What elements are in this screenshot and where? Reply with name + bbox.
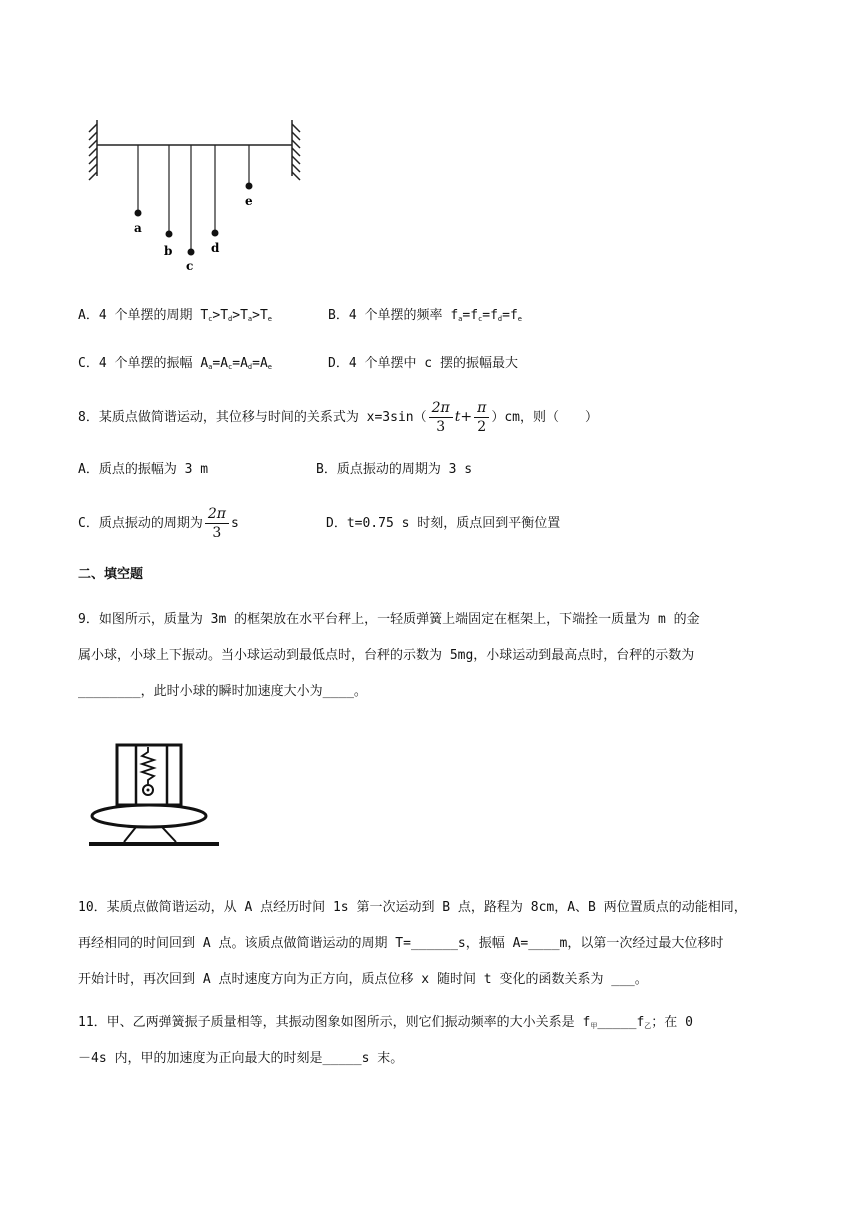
pendulum-figure [80,112,310,282]
q8-stem: 8．某质点做简谐运动，其位移与时间的关系式为 x=3sin（ $\frac{2\pi}{3}$ t+ $\frac{\pi}{2}$ ）cm，则（ ） [78,400,598,435]
q7-option-c: C．4 个单摆的振幅 $A_a=A_c=A_d=A_e$ [78,356,272,371]
q9-line3: ________，此时小球的瞬时加速度大小为____。 [78,684,367,699]
label-c: c [186,259,194,273]
q8-option-a: A．质点的振幅为 3 m [78,462,209,477]
label-e: e [245,194,253,208]
q8-option-c: C．质点振动的周期为 $\frac{2\pi}{3}$ s [78,506,239,541]
q8-option-d: D．t=0.75 s 时刻，质点回到平衡位置 [326,516,561,531]
pendulum-b [164,145,173,258]
spring [142,747,154,784]
q7-period-formula: $T_c>T_d>T_a>T_e$ [200,308,272,323]
q7-option-b: B．4 个单摆的频率 $f_a=f_c=f_d=f_e$ [328,308,522,323]
q8-frac-2pi-3: $\frac{2\pi}{3}$ [429,399,453,436]
q9-line2: 属小球，小球上下振动。当小球运动到最低点时，台秤的示数为 5mg，小球运动到最高点时，台秤的示数为 [78,648,695,663]
q8-option-c-frac: $\frac{2\pi}{3}$ [205,505,229,542]
q11-line2: －4s 内，甲的加速度为正向最大的时刻是_____s 末。 [78,1051,404,1066]
q7-option-d: D．4 个单摆中 c 摆的振幅最大 [328,356,518,371]
pendulum-e [245,145,253,208]
q10-line1: 10．某质点做简谐运动，从 A 点经历时间 1s 第一次运动到 B 点，路程为 8cm，A、B 两位置质点的动能相同， [78,900,747,915]
scale-plate [92,805,206,827]
pendulum-a [134,145,142,235]
label-b: b [164,244,173,258]
q11-line1: 11．甲、乙两弹簧振子质量相等，其振动图象如图所示，则它们振动频率的大小关系是 $f_甲\_\_\_\_\_f_乙$；在 0 [78,1015,693,1030]
scale-stand [124,827,176,842]
q7-amplitude-formula: $A_a=A_c=A_d=A_e$ [200,356,272,371]
q7-option-a: A．4 个单摆的周期 $T_c>T_d>T_a>T_e$ [78,308,272,323]
q10-line2: 再经相同的时间回到 A 点。该质点做简谐运动的周期 T=______s，振幅 A=____m，以第一次经过最大位移时 [78,936,724,951]
q8-frac-pi-2: $\frac{\pi}{2}$ [474,399,489,436]
label-d: d [211,241,220,255]
spring-scale-figure [86,738,226,854]
right-wall [292,120,300,180]
q10-line3: 开始计时，再次回到 A 点时速度方向为正方向，质点位移 x 随时间 t 变化的函数关系为 ___。 [78,972,648,987]
label-a: a [134,221,142,235]
pendulum-c [186,145,195,273]
q9-line1: 9．如图所示，质量为 3m 的框架放在水平台秤上，一轻质弹簧上端固定在框架上，下端拴一质量为 m 的金 [78,612,700,627]
q7-frequency-formula: $f_a=f_c=f_d=f_e$ [450,308,522,323]
q8-option-b: B．质点振动的周期为 3 s [316,462,473,477]
pendulum-d [211,145,220,255]
left-wall [89,120,97,180]
section-title-fill-in: 二、填空题 [78,567,144,582]
